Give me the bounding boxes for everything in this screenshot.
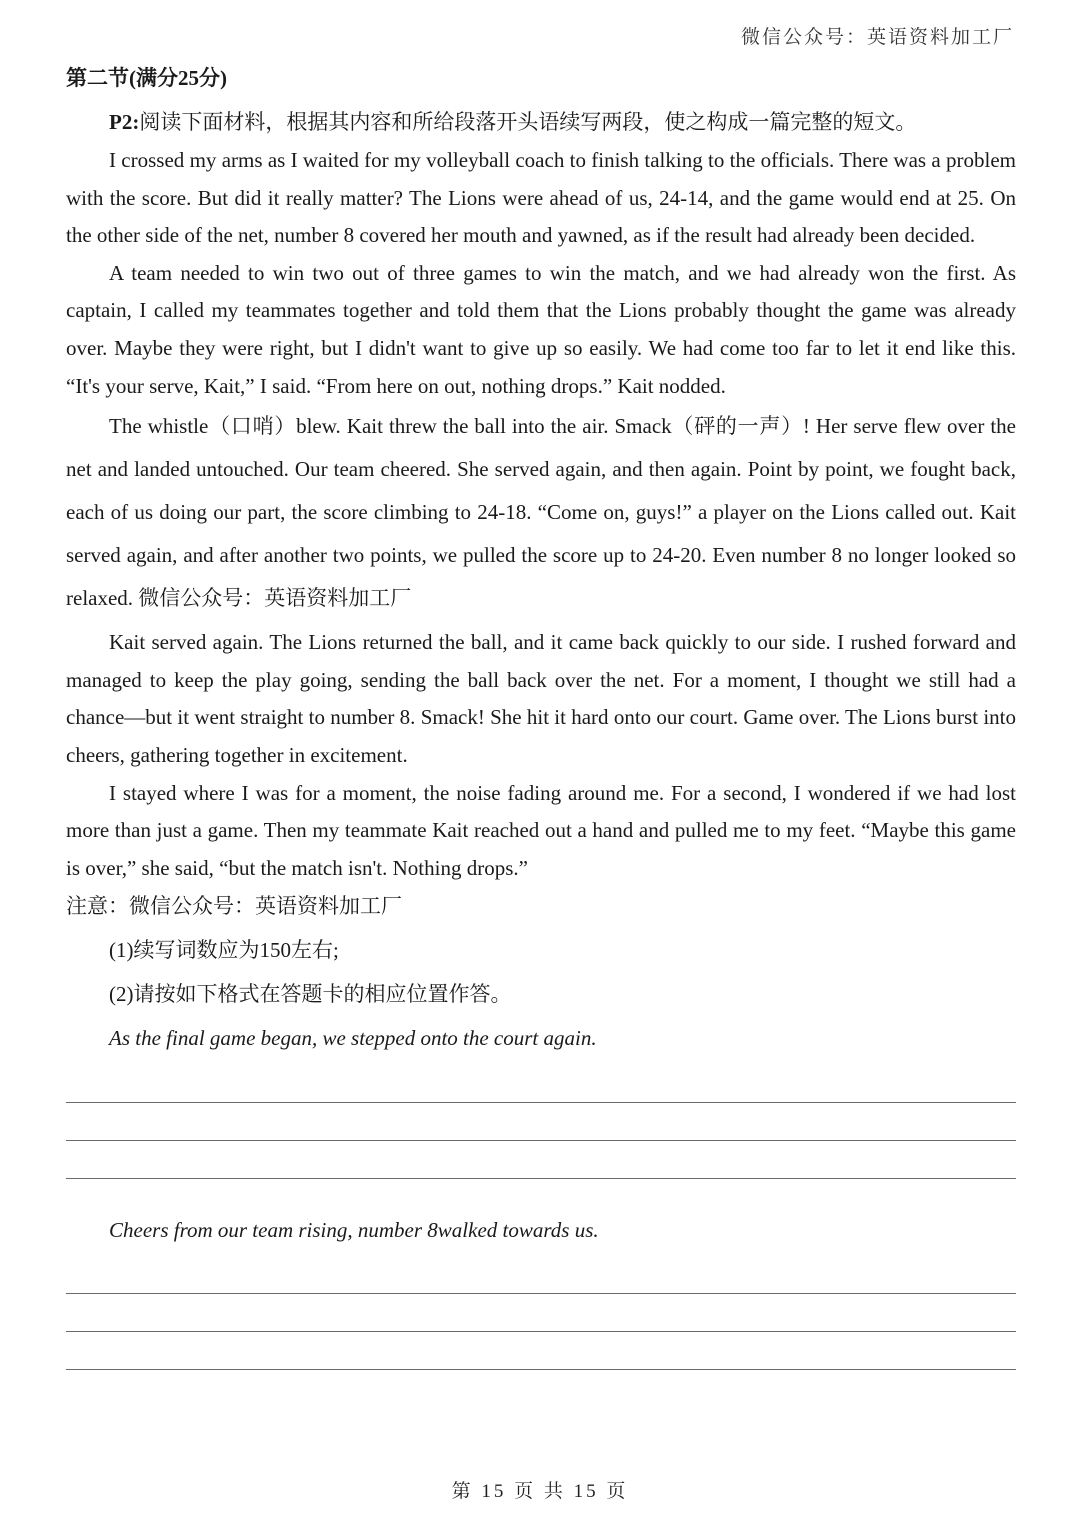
page-number: 第 15 页 共 15 页 — [451, 1481, 629, 1502]
instruction-text: 阅读下面材料，根据其内容和所给段落开头语续写两段，使之构成一篇完整的短文。 — [139, 110, 917, 134]
answer-line — [66, 1369, 1016, 1370]
prompt-first-paragraph: As the final game began, we stepped onto the court again. — [109, 1026, 597, 1051]
story-paragraph-3: The whistle（口哨）blew. Kait threw the ball into the air. Smack（砰的一声）! Her serve flew over the net and landed untouched. Our team cheered. She served again, and then again. Point by point, we fought back, each of us doing our part, the score climbing to 24-18. “Come on, guys!” a player on the Lions called out. Kait served again, and after another two points, we pulled the score up to 24-20. Even number 8 no longer looked so relaxed. 微信公众号：英语资料加工厂 — [66, 414, 1016, 611]
note-word-count: (1)续写词数应为150左右; — [109, 938, 339, 963]
notes-title: 注意：微信公众号：英语资料加工厂 — [66, 894, 402, 919]
instruction-label: P2: — [109, 110, 140, 134]
document-body — [66, 62, 1016, 1370]
instruction — [66, 106, 1016, 138]
section-title: 第二节(满分25分) — [66, 66, 227, 90]
story-paragraph-4: Kait served again. The Lions returned the ball, and it came back quickly to our side. I rushed forward and managed to keep the play going, sending the ball back over the net. For a moment, I thought we still had a chance—but it went straight to number 8. Smack! She hit it hard onto our court. Game over. The Lions burst into cheers, gathering together in excitement. — [66, 630, 1016, 767]
story-paragraph-5: I stayed where I was for a moment, the noise fading around me. For a second, I wondered if we had lost more than just a game. Then my teammate Kait reached out a hand and pulled me to my feet. “Maybe this game is over,” she said, “but the match isn't. Nothing drops.” — [66, 780, 1016, 880]
story-paragraph-1: I crossed my arms as I waited for my volleyball coach to finish talking to the officials. There was a problem with the score. But did it really matter? The Lions were ahead of us, 24-14, and the game would end at 25. On the other side of the net, number 8 covered her mouth and yawned, as if the result had already been decided. — [66, 148, 1016, 248]
header-watermark: 微信公众号：英语资料加工厂 — [740, 27, 1014, 48]
prompt-second-paragraph: Cheers from our team rising, number 8walked towards us. — [109, 1218, 599, 1243]
story-paragraph-2: A team needed to win two out of three games to win the match, and we had already won the first. As captain, I called my teammates together and told them that the Lions probably thought the game was already over. Maybe they were right, but I didn't want to give up so easily. We had come too far to let it end like this. “It's your serve, Kait,” I said. “From here on out, nothing drops.” Kait nodded. — [66, 260, 1016, 398]
note-answer-format: (2)请按如下格式在答题卡的相应位置作答。 — [109, 982, 512, 1007]
